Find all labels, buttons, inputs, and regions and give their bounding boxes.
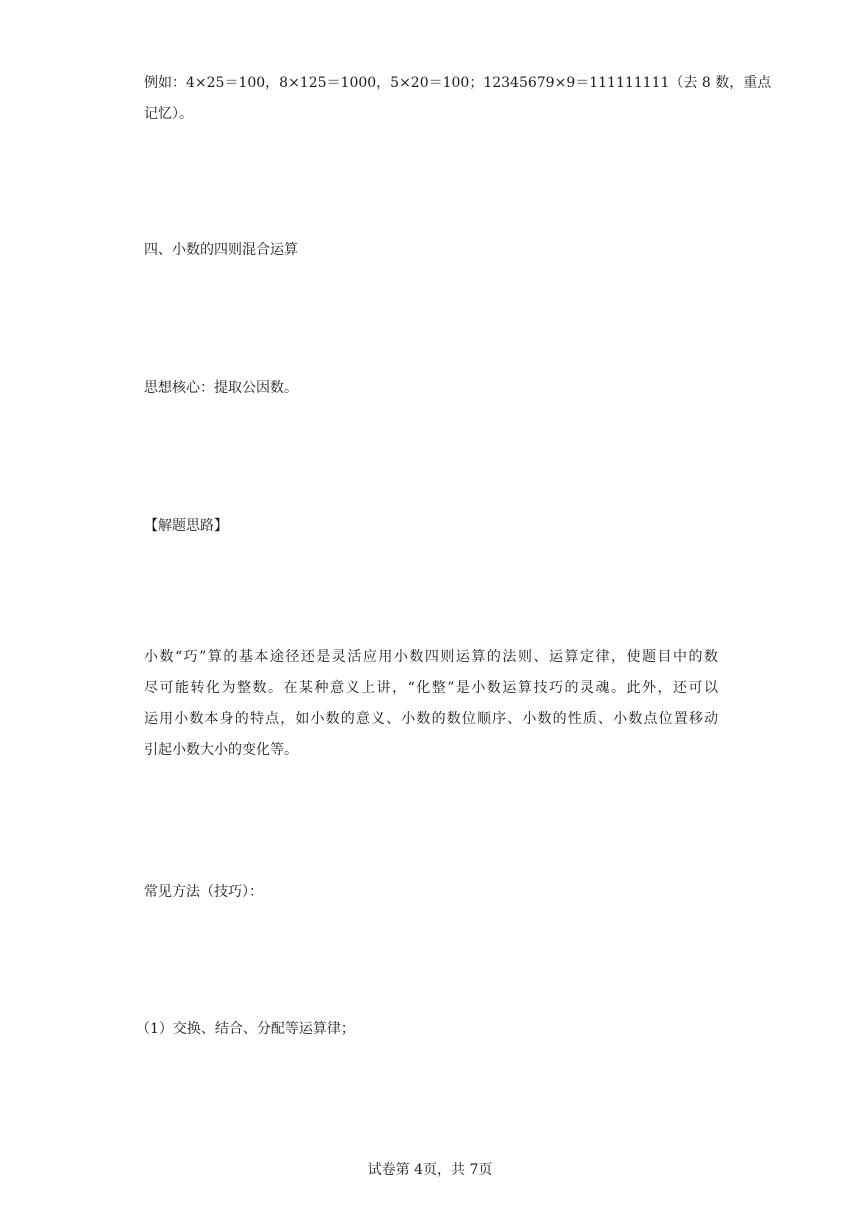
method-item-1-text: （1）交换、结合、分配等运算律； (136, 1021, 355, 1037)
core-idea (144, 373, 718, 404)
approach-line-2: 尽可能转化为整数。在某种意义上讲，“化整”是小数运算技巧的灵魂。此外，还可以 (144, 680, 718, 696)
example-paragraph (144, 68, 772, 130)
approach-line-3: 运用小数本身的特点，如小数的意义、小数的数位顺序、小数的性质、小数点位置移动 (144, 711, 718, 727)
approach-line-4: 引起小数大小的变化等。 (144, 742, 298, 758)
section-heading-text: 四、小数的四则混合运算 (144, 242, 298, 258)
page-footer (0, 1160, 860, 1180)
approach-paragraph (144, 642, 718, 766)
methods-heading-text: 常见方法（技巧）： (144, 884, 263, 900)
approach-line-1: 小数“巧”算的基本途径还是灵活应用小数四则运算的法则、运算定律，使题目中的数 (144, 649, 718, 665)
methods-heading (144, 877, 718, 908)
approach-heading-text: 【解题思路】 (144, 518, 228, 534)
core-idea-text: 思想核心：提取公因数。 (144, 380, 298, 396)
method-item-1 (136, 1014, 710, 1045)
example-line-1: 例如：4×25＝100，8×125＝1000，5×20＝100；12345679×9＝111111111（去 8 数，重点 (144, 75, 772, 91)
approach-heading (144, 511, 718, 542)
page-indicator: 试卷第 4页，共 7页 (367, 1162, 493, 1178)
section-heading (144, 235, 718, 266)
example-line-2: 记忆）。 (144, 106, 193, 122)
